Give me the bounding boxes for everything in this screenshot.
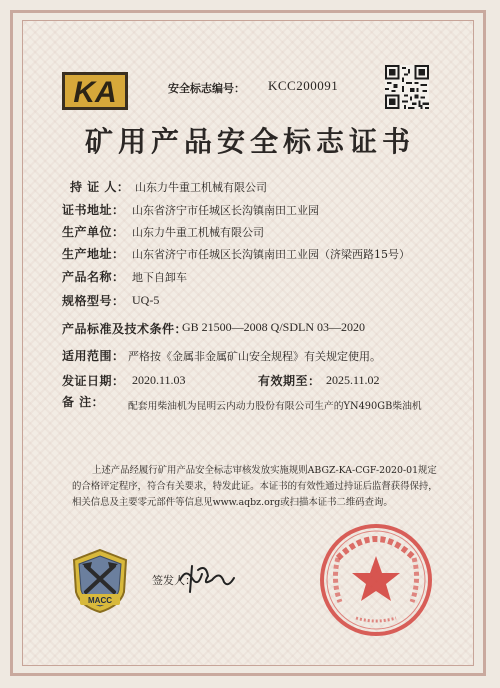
standard-value: GB 21500—2008 Q/SDLN 03—2020 [182,320,366,334]
product-name-value: 地下自卸车 [132,271,187,284]
model-label: 规格型号： [62,294,125,308]
model-value: UQ-5 [132,293,160,307]
manufacturer-value: 山东力牛重工机械有限公司 [132,226,264,239]
macc-badge-icon [70,548,130,614]
macc-text: MACC [88,596,112,605]
holder-address-value: 山东省济宁市任城区长沟镇南田工业园 [132,204,319,217]
holder-label: 持 证 人： [70,180,130,194]
standard-label: 产品标准及技术条件： [62,322,188,336]
holder-address-label: 证书地址： [62,203,125,217]
notice-paragraph: 上述产品经履行矿用产品安全标志审核发放实施规则ABGZ-KA-CGF-2020-01规定的合格评定程序，符合有关要求，特发此证。本证书的有效性通过持证后监督获得保持，相关信息及主要零元部件等信息见www.aqbz.org或扫描本证书二维码查询。 [72,465,438,508]
qr-code-icon[interactable] [385,65,429,109]
scope-label: 适用范围： [62,349,125,363]
sign-number-label: 安全标志编号： [168,82,245,95]
remark-label: 备 注： [62,395,105,409]
valid-until-value: 2025.11.02 [326,373,380,387]
manufacturer-address-label: 生产地址： [62,247,125,261]
sign-number-value: KCC200091 [268,78,339,93]
logo-text: KA [73,76,117,109]
valid-until-label: 有效期至： [258,374,321,388]
certificate-title: 矿用产品安全标志证书 [84,125,415,158]
official-seal-icon [316,520,436,640]
manufacturer-label: 生产单位： [62,225,125,239]
issue-date-value: 2020.11.03 [132,373,186,387]
scope-value: 严格按《金属非金属矿山安全规程》有关规定使用。 [128,350,381,363]
holder-value: 山东力牛重工机械有限公司 [135,181,267,194]
signer-label: 签发人： [152,574,196,587]
signature-icon [172,560,242,596]
remark-value: 配套用柴油机为昆明云内动力股份有限公司生产的YN490GB柴油机 [128,401,422,412]
product-name-label: 产品名称： [62,270,125,284]
ka-logo-icon [62,72,128,110]
issue-date-label: 发证日期： [62,374,125,388]
manufacturer-address-value: 山东省济宁市任城区长沟镇南田工业园（济梁西路15号） [132,248,410,261]
